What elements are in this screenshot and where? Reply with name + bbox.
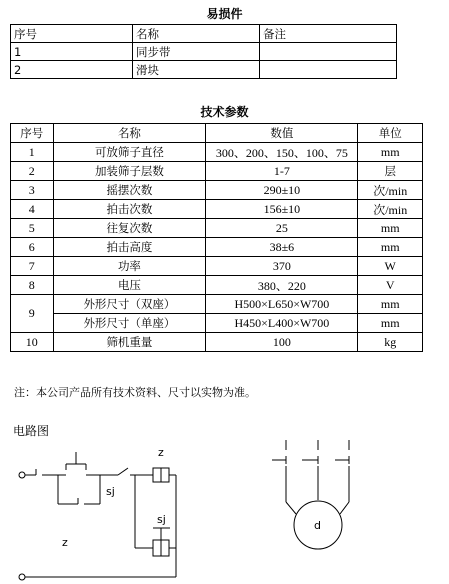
terminal-bottom <box>19 574 25 580</box>
cell-name: 滑块 <box>133 61 260 79</box>
cell-name: 拍击次数 <box>53 200 206 219</box>
table-row <box>11 162 423 181</box>
cell-value: 290±10 <box>206 181 358 200</box>
cell-name: 摇摆次数 <box>53 181 206 200</box>
cell-name: 外形尺寸（单座） <box>53 314 206 333</box>
header-cell: 备注 <box>260 25 397 43</box>
cell-no: 1 <box>11 43 133 61</box>
header-cell: 名称 <box>53 124 206 143</box>
cell-name: 拍击高度 <box>53 238 206 257</box>
table-row <box>11 276 423 295</box>
label-z-top: z <box>158 446 164 459</box>
label-motor: d <box>314 519 321 532</box>
cell-no: 3 <box>11 181 54 200</box>
cell-no: 2 <box>11 61 133 79</box>
table-row <box>11 333 423 352</box>
cell-no: 8 <box>11 276 54 295</box>
cell-value: H450×L400×W700 <box>206 314 358 333</box>
cell-unit: V <box>358 276 423 295</box>
table-row <box>11 143 423 162</box>
cell-unit: kg <box>358 333 423 352</box>
cell-unit: mm <box>358 295 423 314</box>
table-row <box>11 257 423 276</box>
parts-title: 易损件 <box>206 7 243 21</box>
table-row <box>11 295 423 314</box>
header-cell: 序号 <box>11 124 54 143</box>
disclaimer-note: 注：本公司产品所有技术资料、尺寸以实物为准。 <box>14 386 256 399</box>
cell-value: 100 <box>206 333 358 352</box>
table-row <box>11 43 397 61</box>
table-row <box>11 61 397 79</box>
cell-name: 同步带 <box>133 43 260 61</box>
cell-unit: W <box>358 257 423 276</box>
cell-unit: 次/min <box>358 200 423 219</box>
cell-remark <box>260 61 397 79</box>
header-cell: 序号 <box>11 25 133 43</box>
specs-table <box>10 123 423 352</box>
label-z-left: z <box>62 536 68 549</box>
label-sj-coil: sj <box>157 513 166 526</box>
table-header-row <box>11 25 397 43</box>
cell-value: 370 <box>206 257 358 276</box>
cell-name: 外形尺寸（双座） <box>53 295 206 314</box>
table-row <box>11 219 423 238</box>
table-row <box>11 238 423 257</box>
table-row <box>11 181 423 200</box>
cell-unit: mm <box>358 314 423 333</box>
cell-unit: 次/min <box>358 181 423 200</box>
cell-value: 25 <box>206 219 358 238</box>
header-cell: 数值 <box>206 124 358 143</box>
cell-no: 10 <box>11 333 54 352</box>
specs-title: 技术参数 <box>200 105 249 119</box>
circuit-diagram <box>0 440 449 584</box>
cell-name: 可放筛子直径 <box>53 143 206 162</box>
cell-no: 6 <box>11 238 54 257</box>
table-header-row <box>11 124 423 143</box>
cell-unit: 层 <box>358 162 423 181</box>
parts-table <box>10 24 397 79</box>
cell-name: 筛机重量 <box>53 333 206 352</box>
header-cell: 名称 <box>133 25 260 43</box>
cell-no: 7 <box>11 257 54 276</box>
cell-name: 往复次数 <box>53 219 206 238</box>
cell-no: 9 <box>11 295 54 333</box>
terminal-top <box>19 472 25 478</box>
cell-no: 5 <box>11 219 54 238</box>
cell-no: 4 <box>11 200 54 219</box>
cell-value: 380、220 <box>206 276 358 295</box>
header-cell: 单位 <box>358 124 423 143</box>
cell-no: 1 <box>11 143 54 162</box>
table-row <box>11 200 423 219</box>
cell-name: 电压 <box>53 276 206 295</box>
cell-value: 300、200、150、100、75 <box>206 143 358 162</box>
cell-value: 1-7 <box>206 162 358 181</box>
cell-value: 38±6 <box>206 238 358 257</box>
cell-value: 156±10 <box>206 200 358 219</box>
cell-unit: mm <box>358 143 423 162</box>
label-sj-contact: sj <box>106 485 115 498</box>
cell-unit: mm <box>358 238 423 257</box>
cell-unit: mm <box>358 219 423 238</box>
table-row <box>11 314 423 333</box>
cell-name: 功率 <box>53 257 206 276</box>
circuit-title: 电路图 <box>13 424 50 438</box>
cell-name: 加装筛子层数 <box>53 162 206 181</box>
cell-remark <box>260 43 397 61</box>
cell-no: 2 <box>11 162 54 181</box>
cell-value: H500×L650×W700 <box>206 295 358 314</box>
